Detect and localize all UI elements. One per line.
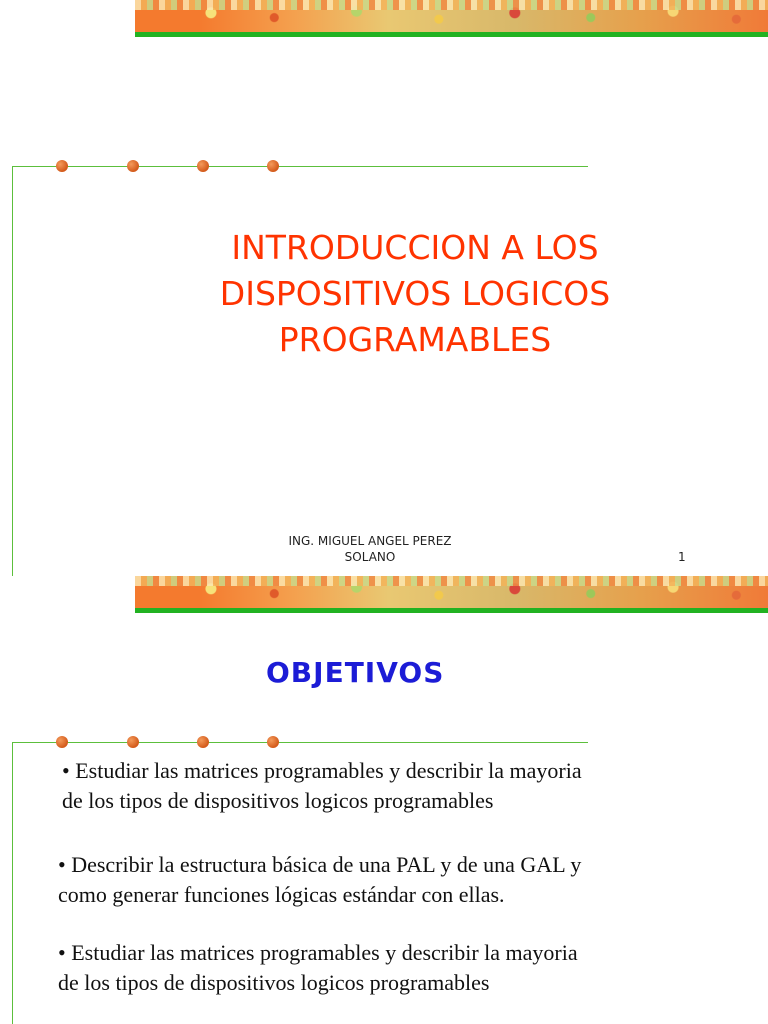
author-line: ING. MIGUEL ANGEL PEREZ bbox=[288, 534, 452, 548]
objective-item bbox=[62, 756, 582, 816]
page-number: 1 bbox=[678, 550, 686, 564]
slide-title bbox=[130, 225, 700, 363]
objective-item bbox=[58, 850, 581, 910]
decorative-dot bbox=[127, 160, 139, 172]
slide-title-line: PROGRAMABLES bbox=[278, 320, 552, 359]
decorative-dot bbox=[197, 160, 209, 172]
objective-line: como generar funciones lógicas estándar con ellas. bbox=[58, 882, 505, 907]
frame-left-line bbox=[12, 742, 13, 1024]
header-green-line bbox=[135, 32, 768, 37]
decorative-header-pattern bbox=[135, 576, 768, 586]
frame-top-line bbox=[12, 742, 588, 743]
decorative-dot bbox=[267, 736, 279, 748]
author-line: SOLANO bbox=[344, 550, 396, 564]
decorative-dot bbox=[127, 736, 139, 748]
objective-line: • Describir la estructura básica de una PAL y de una GAL y bbox=[58, 852, 582, 877]
slide-2 bbox=[0, 576, 768, 1024]
objective-line: de los tipos de dispositivos logicos programables bbox=[62, 788, 494, 813]
decorative-dot bbox=[56, 160, 68, 172]
slide-title-line: DISPOSITIVOS LOGICOS bbox=[219, 274, 611, 313]
frame-top-line bbox=[12, 166, 588, 167]
decorative-dot bbox=[267, 160, 279, 172]
slide-title-line: INTRODUCCION A LOS bbox=[231, 228, 599, 267]
objective-line: • Estudiar las matrices programables y describir la mayoria bbox=[62, 758, 582, 783]
header-green-line bbox=[135, 608, 768, 613]
objective-line: • Estudiar las matrices programables y describir la mayoria bbox=[58, 940, 578, 965]
frame-left-line bbox=[12, 166, 13, 576]
decorative-dot bbox=[197, 736, 209, 748]
section-heading: OBJETIVOS bbox=[266, 656, 445, 689]
decorative-dot bbox=[56, 736, 68, 748]
objective-item bbox=[58, 938, 578, 998]
decorative-header-pattern bbox=[135, 0, 768, 10]
objective-line: de los tipos de dispositivos logicos programables bbox=[58, 970, 490, 995]
author-footer bbox=[255, 533, 485, 565]
